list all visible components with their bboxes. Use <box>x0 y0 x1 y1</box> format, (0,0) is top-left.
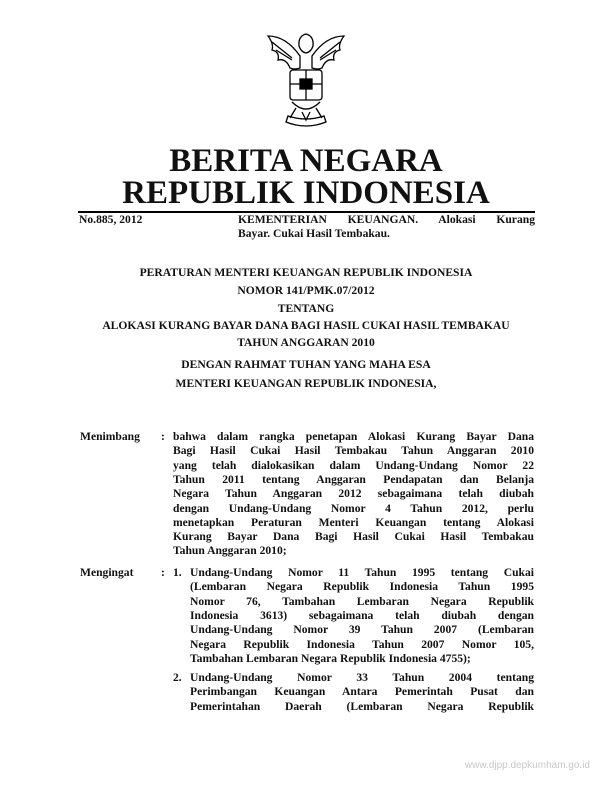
subject-line: KEMENTERIAN KEUANGAN. Alokasi Kurang <box>238 213 535 226</box>
menimbang-line: bahwa dalam rangka penetapan Alokasi Kurang Bayar Dana <box>173 430 534 443</box>
menimbang-line: Tahun Anggaran 2010; <box>173 544 287 558</box>
mengingat-item-line: Undang-Undang Nomor 39 Tahun 2007 (Lembaran <box>190 623 534 637</box>
heading-line: NOMOR 141/PMK.07/2012 <box>237 284 375 297</box>
mengingat-item-line: (Lembaran Negara Republik Indonesia Tahun 1995 <box>190 580 534 594</box>
menimbang-line: Negara Tahun Anggaran 2012 sebagaimana telah diubah <box>173 487 534 501</box>
mengingat-item-number: 1. <box>173 566 182 579</box>
heading-line: TENTANG <box>277 302 335 315</box>
garuda-emblem-icon <box>262 26 350 136</box>
title-line-2: REPUBLIK INDONESIA <box>122 175 490 211</box>
mengingat-label: Mengingat <box>80 566 134 579</box>
mengingat-colon: : <box>161 566 165 579</box>
menimbang-label: Menimbang <box>80 430 140 443</box>
mengingat-item-line: Pemerintahan Daerah (Lembaran Negara Republik <box>190 699 534 713</box>
heading-line: PERATURAN MENTERI KEUANGAN REPUBLIK INDONESIA <box>139 266 473 279</box>
mengingat-item-line: Undang-Undang Nomor 11 Tahun 1995 tentang Cukai <box>190 566 534 579</box>
subject-line: Bayar. Cukai Hasil Tembakau. <box>238 227 390 240</box>
heading-line: TAHUN ANGGARAN 2010 <box>237 336 375 349</box>
preamble-line: MENTERI KEUANGAN REPUBLIK INDONESIA, <box>175 377 437 390</box>
watermark: www.djpp.depkumham.go.id <box>464 760 590 771</box>
menimbang-colon: : <box>161 430 165 443</box>
heading-line: ALOKASI KURANG BAYAR DANA BAGI HASIL CUKAI HASIL TEMBAKAU <box>102 319 510 332</box>
mengingat-item-line: Indonesia 3613) sebagaimana telah diubah dengan <box>190 608 534 622</box>
menimbang-line: menetapkan Peraturan Menteri Keuangan tentang Alokasi <box>173 515 534 529</box>
mengingat-item-line: Nomor 76, Tambahan Lembaran Negara Republik <box>190 594 534 608</box>
menimbang-line: Kurang Bayar Dana Bagi Hasil Cukai Hasil Tembakau <box>173 530 534 544</box>
mengingat-item-line: Undang-Undang Nomor 33 Tahun 2004 tentang <box>190 671 534 684</box>
menimbang-line: Tahun 2011 tentang Anggaran Pendapatan dan Belanja <box>173 472 534 486</box>
mengingat-item-line: Negara Republik Indonesia Tahun 2007 Nomor 105, <box>190 637 534 651</box>
document-number: No.885, 2012 <box>79 213 143 226</box>
mengingat-item-line: Perimbangan Keuangan Antara Pemerintah Pusat dan <box>190 685 534 699</box>
menimbang-line: yang telah dialokasikan dalam Undang-Undang Nomor 22 <box>173 458 534 472</box>
menimbang-line: dengan Undang-Undang Nomor 4 Tahun 2012, perlu <box>173 501 534 515</box>
mengingat-item-number: 2. <box>173 671 182 684</box>
mengingat-item-line: Tambahan Lembaran Negara Republik Indonesia 4755); <box>190 651 471 665</box>
title-line-1: BERITA NEGARA <box>169 143 443 179</box>
menimbang-line: Bagi Hasil Cukai Hasil Tembakau Tahun Anggaran 2010 <box>173 444 534 458</box>
preamble-line: DENGAN RAHMAT TUHAN YANG MAHA ESA <box>181 358 431 371</box>
